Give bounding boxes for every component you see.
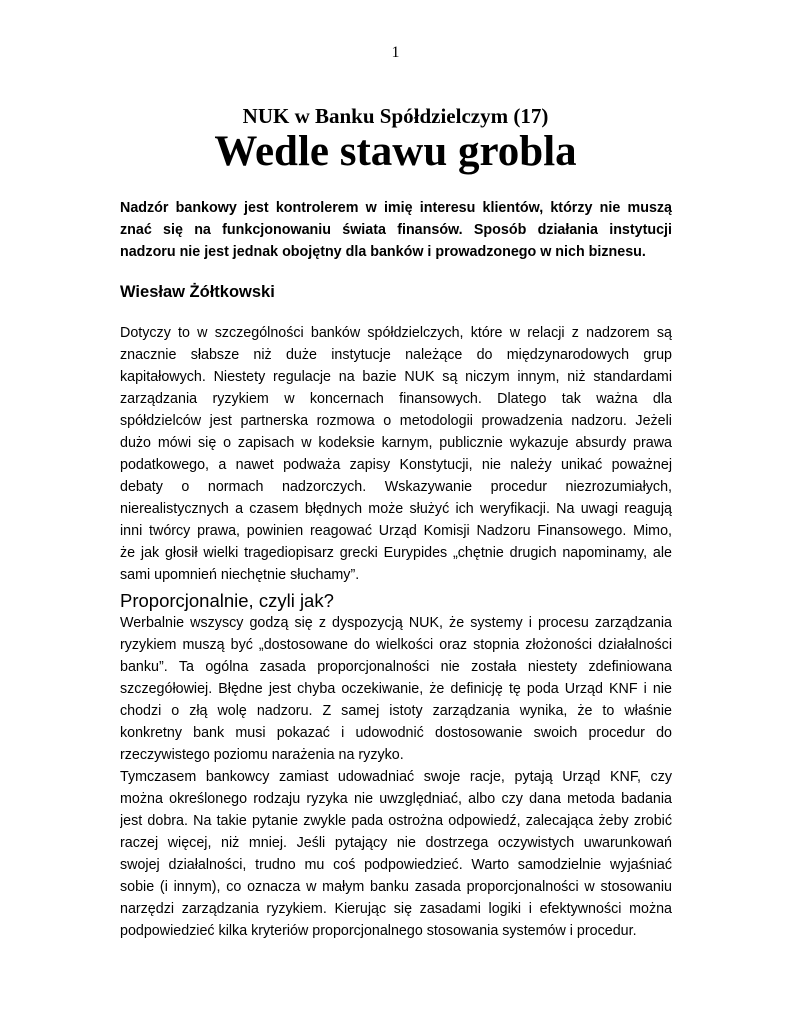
paragraph-line: chodzi o złą wolę nadzoru. Z samej istoty zarządzania wynika, że to właśnie bbox=[120, 703, 672, 719]
paragraph-line: Werbalnie wszyscy godzą się z dyspozycją NUK, że systemy i procesu zarządzania bbox=[120, 615, 672, 631]
paragraph-line: sobie (i innym), co oznacza w małym banku zasada proporcjonalności w stosowaniu bbox=[120, 879, 672, 895]
lead-paragraph bbox=[120, 197, 672, 263]
paragraph-line: spółdzielców jest partnerska rozmowa o metodologii prowadzenia nadzoru. Jeżeli bbox=[120, 413, 672, 429]
paragraph-line: podpowiedzieć kilka kryteriów proporcjonalnego stosowania systemów i procedur. bbox=[120, 923, 637, 939]
page-number: 1 bbox=[391, 44, 400, 61]
series-title: NUK w Banku Spółdzielczym (17) bbox=[242, 104, 549, 128]
section-heading: Proporcjonalnie, czyli jak? bbox=[120, 590, 334, 611]
paragraph-line: nierealistycznych a czasem błędnych może służyć ich weryfikacji. Na uwagi reagują bbox=[120, 501, 672, 517]
article-title: Wedle stawu grobla bbox=[214, 128, 577, 175]
paragraph-line: kapitałowych. Niestety regulacje na bazie NUK są niczym innym, niż standardami bbox=[120, 369, 672, 385]
paragraph-line: narzędzi zarządzania ryzykiem. Kierując się zasadami logiki i efektywności można bbox=[120, 901, 672, 917]
paragraph-line: banku”. Ta ogólna zasada proporcjonalności nie została niestety zdefiniowana bbox=[120, 659, 672, 675]
lead-line: znać się na funkcjonowaniu świata finansów. Sposób działania instytucji bbox=[120, 222, 672, 238]
paragraph-line: ryzykiem muszą być „dostosowane do wielkości oraz stopnia złożoności działalności bbox=[120, 637, 672, 653]
paragraph-line: że jak głosił wielki tragediopisarz grecki Eurypides „chętnie drugich napominamy, ale bbox=[120, 545, 672, 561]
author-name: Wiesław Żółtkowski bbox=[120, 283, 275, 301]
paragraph-line: podatkowego, a nawet podważa zapisy Konstytucji, nie należy unikać poważnej bbox=[120, 457, 672, 473]
paragraph-line: rzeczywistego poziomu narażenia na ryzyko. bbox=[120, 747, 404, 763]
paragraph-line: debaty o normach nadzorczych. Wskazywanie procedur niezrozumiałych, bbox=[120, 479, 672, 495]
paragraph-line: dużo mówi się o zapisach w kodeksie karnym, publicznie wykazuje absurdy prawa bbox=[120, 435, 672, 451]
paragraph-line: raczej więcej, niż mniej. Jeśli pytający nie dostrzega oczywistych uwarunkowań bbox=[120, 835, 672, 851]
paragraph-line: konkretny bank musi pokazać i udowodnić dostosowanie swoich procedur do bbox=[120, 725, 672, 741]
paragraph-line: inni twórcy prawa, powinien reagować Urząd Komisji Nadzoru Finansowego. Mimo, bbox=[120, 523, 672, 539]
lead-line: nadzoru nie jest jednak obojętny dla banków i prowadzonego w nich biznesu. bbox=[120, 244, 646, 260]
paragraph-line: znacznie słabsze niż duże instytucje należące do międzynarodowych grup bbox=[120, 347, 672, 363]
body-paragraph-1 bbox=[120, 322, 672, 586]
paragraph-line: swojej działalności, trudno mu coś podpowiedzieć. Warto samodzielnie wyjaśniać bbox=[120, 857, 672, 873]
paragraph-line: zarządzania ryzykiem w koncernach finansowych. Dlatego tak ważna dla bbox=[120, 391, 672, 407]
paragraph-line: Tymczasem bankowcy zamiast udowadniać swoje racje, pytają Urząd KNF, czy bbox=[120, 769, 672, 785]
body-paragraph-2 bbox=[120, 612, 672, 942]
paragraph-line: szczegółowiej. Błędne jest chyba oczekiwanie, że definicję tę poda Urząd KNF i nie bbox=[120, 681, 672, 697]
paragraph-line: można określonego rodzaju ryzyka nie uwzględniać, albo czy dana metoda badania bbox=[120, 791, 672, 807]
lead-line: Nadzór bankowy jest kontrolerem w imię interesu klientów, którzy nie muszą bbox=[120, 200, 672, 216]
paragraph-line: sami upomnień niechętnie słuchamy”. bbox=[120, 567, 360, 583]
paragraph-line: jest dobra. Na takie pytanie zwykle pada ostrożna odpowiedź, zalecająca żeby zrobić bbox=[120, 813, 672, 829]
paragraph-line: Dotyczy to w szczególności banków spółdzielczych, które w relacji z nadzorem są bbox=[120, 325, 672, 341]
